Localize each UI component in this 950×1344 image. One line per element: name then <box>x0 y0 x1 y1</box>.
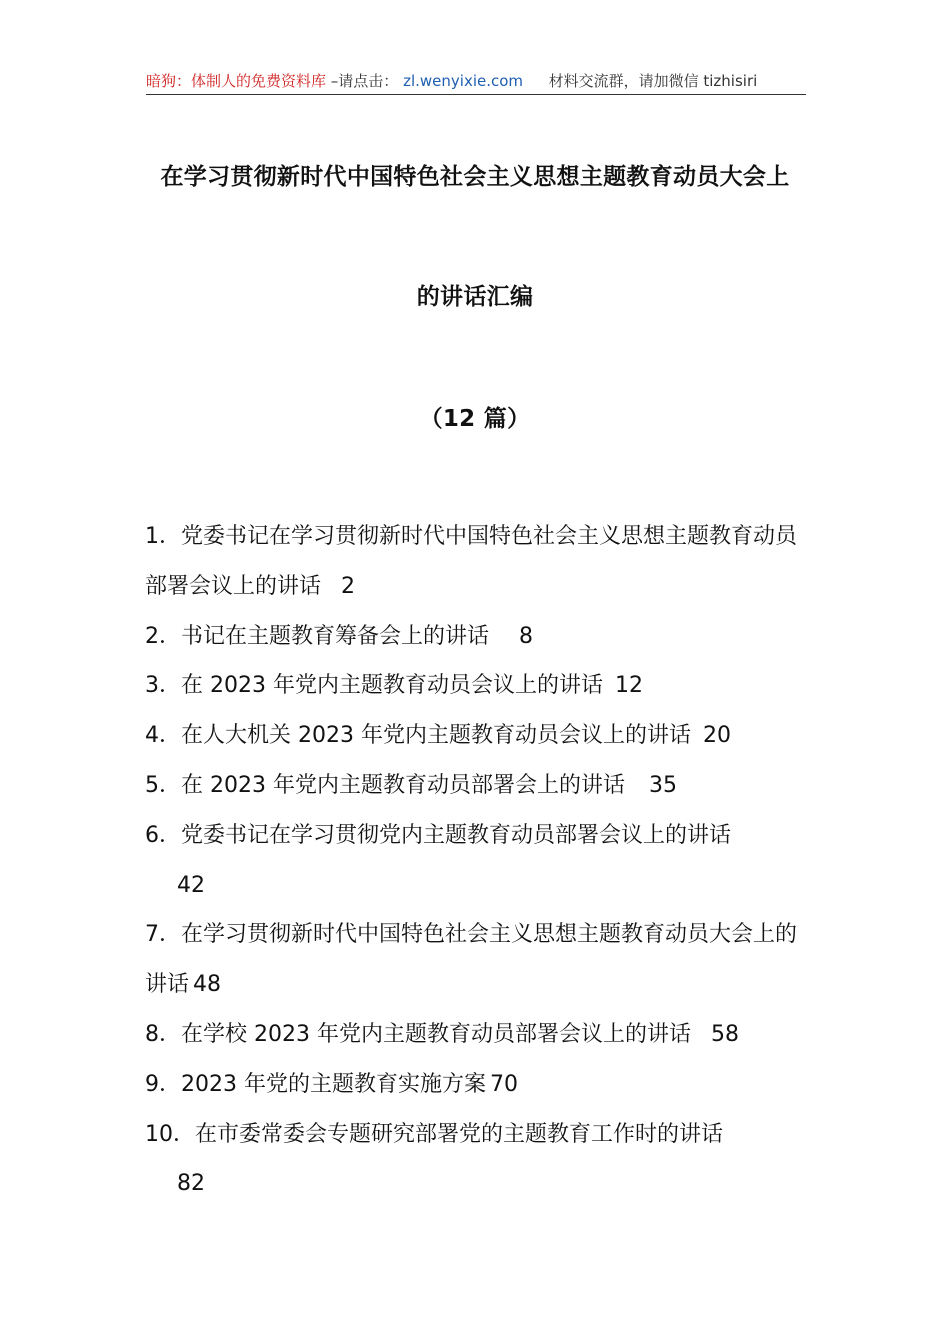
toc-item-page: 82 <box>177 1171 205 1197</box>
toc-item-number: 2． <box>145 623 181 649</box>
toc-item-title: 在学习贯彻新时代中国特色社会主义思想主题教育动员大会上的讲话 <box>145 922 798 998</box>
page-header <box>146 68 806 95</box>
toc-item-number: 10． <box>145 1121 195 1147</box>
toc-item-title: 在市委常委会专题研究部署党的主题教育工作时的讲话 <box>195 1121 724 1147</box>
toc-item-number: 1． <box>145 524 181 549</box>
toc-item-page: 58 <box>710 1021 739 1047</box>
header-url-link[interactable]: zl.wenyixie.com <box>403 72 524 90</box>
toc-item[interactable] <box>145 661 815 711</box>
toc-item-number: 8． <box>145 1021 181 1047</box>
toc-item[interactable] <box>145 1060 815 1110</box>
toc-item-title: 在学校 2023 年党内主题教育动员部署会议上的讲话 <box>181 1021 691 1047</box>
document-title-line1: 在学习贯彻新时代中国特色社会主义思想主题教育动员大会上 <box>160 164 790 190</box>
toc-item[interactable] <box>145 512 815 612</box>
toc-item-number: 3． <box>145 673 181 699</box>
toc-item-title: 党委书记在学习贯彻新时代中国特色社会主义思想主题教育动员部署会议上的讲话 <box>145 524 798 599</box>
toc-item[interactable] <box>145 910 815 1010</box>
toc-item-page: 20 <box>702 723 731 749</box>
table-of-contents <box>145 512 815 1209</box>
toc-item-number: 9． <box>145 1071 181 1097</box>
toc-item[interactable] <box>145 711 815 761</box>
toc-item-title: 党委书记在学习贯彻党内主题教育动员部署会议上的讲话 <box>181 822 732 848</box>
toc-item-page: 8 <box>519 623 534 649</box>
toc-item-number: 4． <box>145 723 181 749</box>
toc-item[interactable] <box>145 761 815 811</box>
header-contact: 材料交流群，请加微信 tizhisiri <box>548 72 758 90</box>
toc-item-page: 70 <box>489 1071 518 1097</box>
toc-item-title: 在 2023 年党内主题教育动员部署会上的讲话 <box>181 772 625 798</box>
toc-item[interactable] <box>145 1110 815 1210</box>
toc-item[interactable] <box>145 612 815 662</box>
toc-item-page: 42 <box>177 872 205 898</box>
header-click-text: –请点击： <box>330 72 399 90</box>
toc-item-page: 12 <box>614 673 643 699</box>
toc-item-title: 在 2023 年党内主题教育动员会议上的讲话 <box>181 673 603 699</box>
document-title-line2: 的讲话汇编 <box>416 284 534 310</box>
toc-item-page: 48 <box>193 972 222 998</box>
toc-item-title: 2023 年党的主题教育实施方案 <box>181 1071 486 1097</box>
toc-item-number: 7． <box>145 922 181 948</box>
toc-item[interactable] <box>145 811 815 911</box>
toc-item-number: 6． <box>145 822 181 848</box>
toc-item[interactable] <box>145 1010 815 1060</box>
header-brand: 暗狗：体制人的免费资料库 <box>146 72 327 90</box>
toc-item-page: 35 <box>648 772 677 798</box>
toc-item-number: 5． <box>145 772 181 798</box>
toc-item-title: 在人大机关 2023 年党内主题教育动员会议上的讲话 <box>181 723 691 749</box>
toc-item-title: 书记在主题教育筹备会上的讲话 <box>181 623 490 649</box>
document-article-count: （12 篇） <box>419 406 531 432</box>
toc-item-page: 2 <box>341 573 356 599</box>
